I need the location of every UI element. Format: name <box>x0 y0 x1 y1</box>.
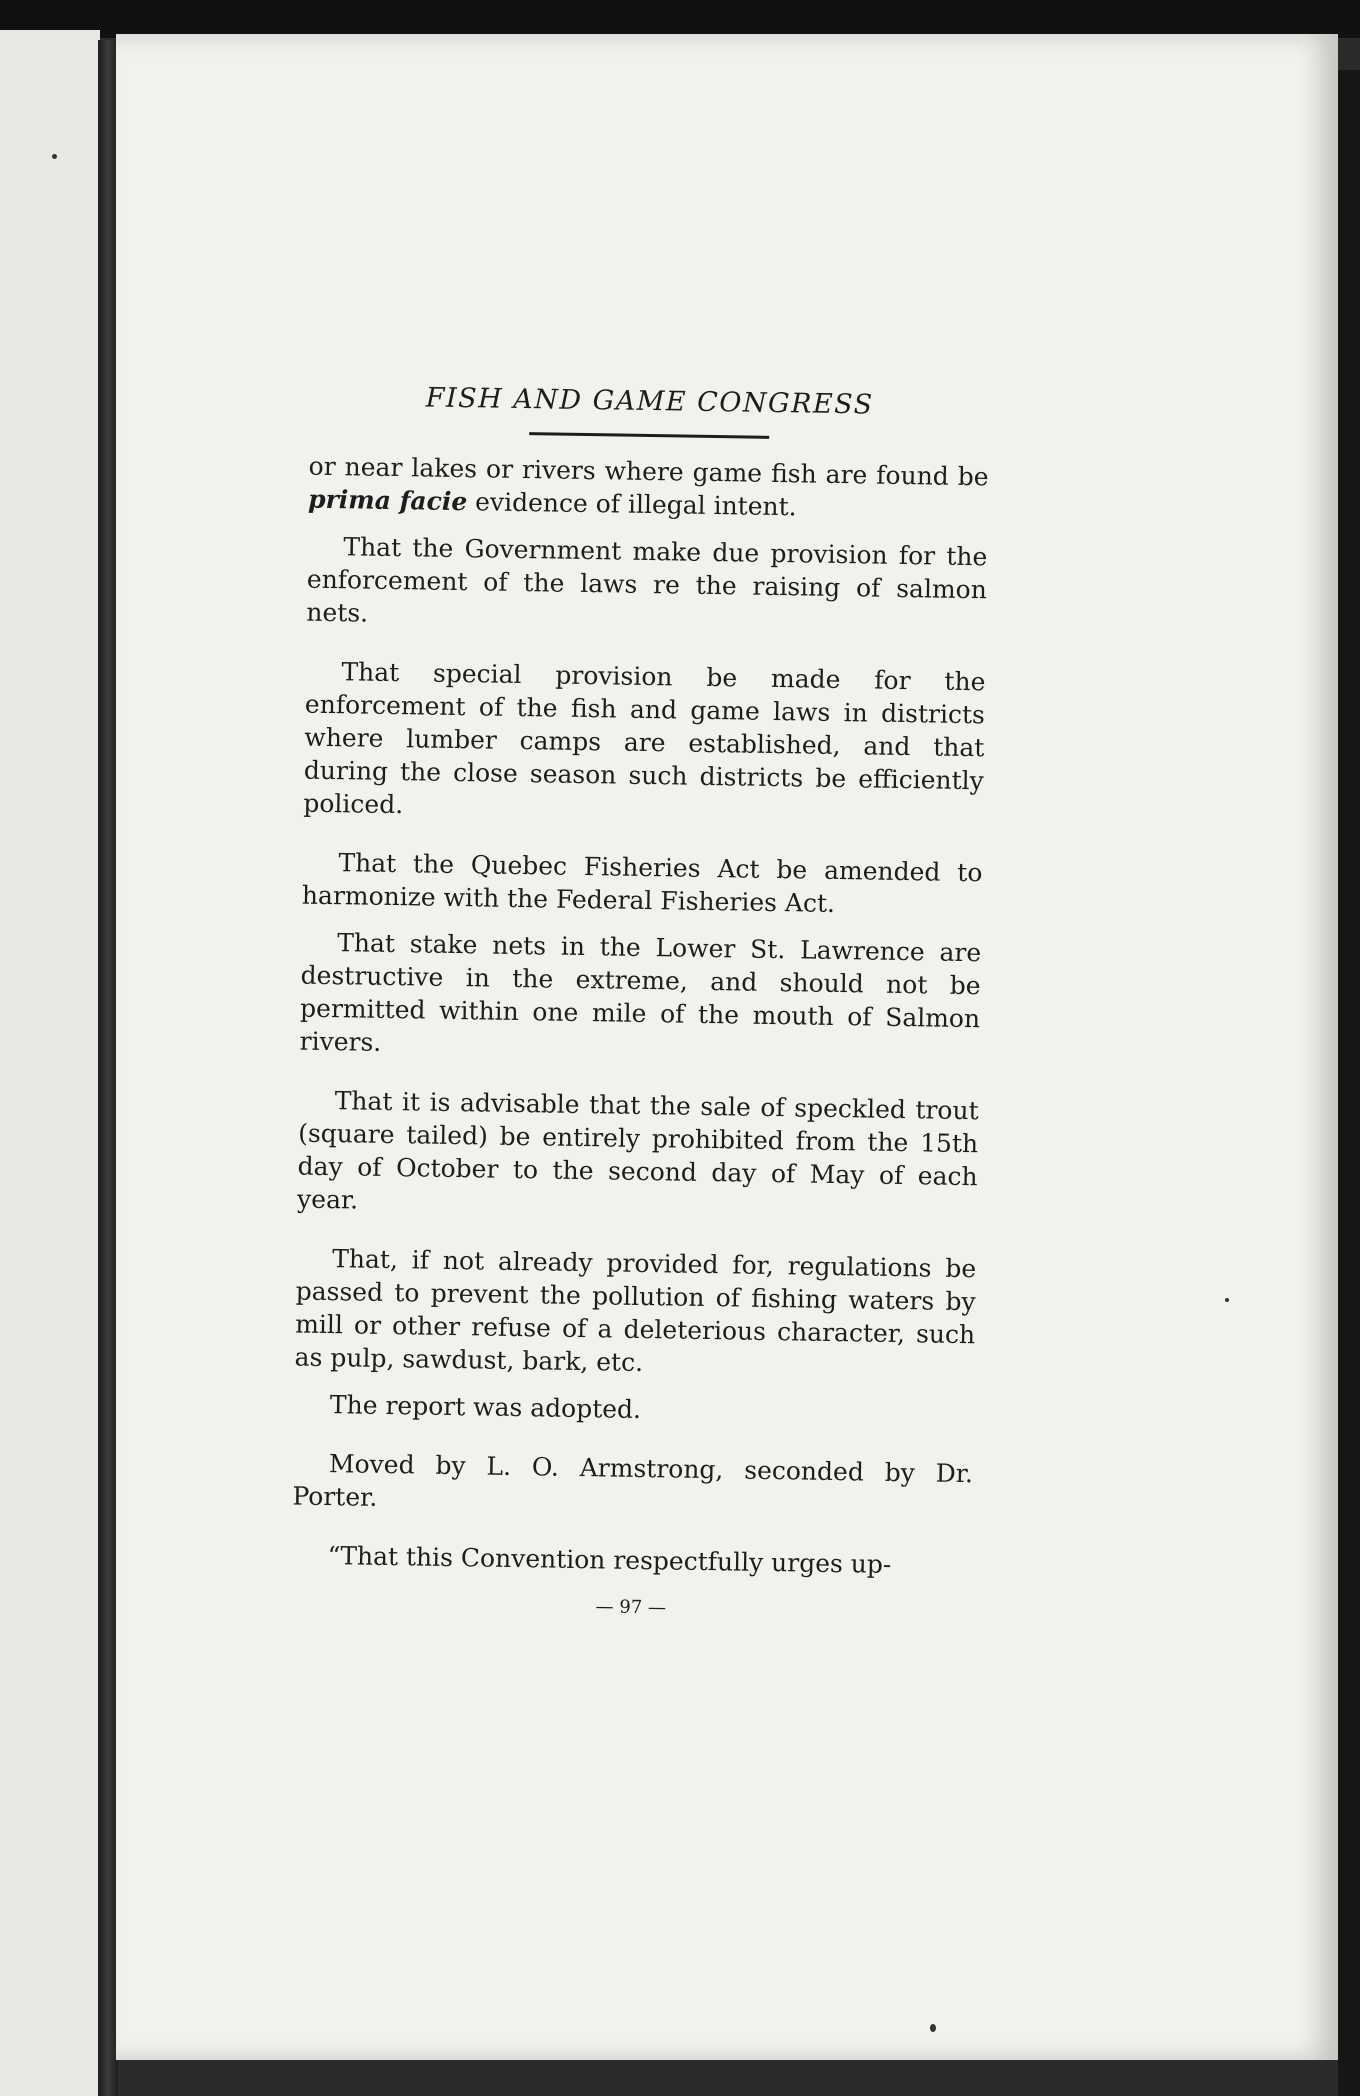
running-head-rule <box>529 432 769 439</box>
paragraph: That, if not already provided for, regulations be passed to prevent the pollution of fishing waters by mill or other refuse of a deleterious character, such as pulp, sawdust, bark, etc. <box>294 1244 977 1378</box>
book-spine <box>98 40 118 2096</box>
paragraph: That the Quebec Fisheries Act be amended to harmonize with the Federal Fisheries Act. <box>301 848 983 918</box>
paragraph-text: evidence of illegal intent. <box>467 487 797 522</box>
paragraph: That special provision be made for the enforcement of the fish and game laws in districts where lumber camps are established, and that during the close season such districts be efficiently policed. <box>303 657 986 820</box>
italic-term: prima facie <box>307 484 468 517</box>
running-head: FISH AND GAME CONGRESS <box>425 382 874 421</box>
scan-right-border <box>1338 70 1360 2096</box>
paragraph: That it is advisable that the sale of speckled trout (square tailed) be entirely prohibited from the 15th day of October to the second day of May of each year. <box>296 1086 979 1215</box>
paragraph-text: or near lakes or rivers where game fish are found be <box>308 451 989 492</box>
page-speck <box>52 154 57 159</box>
page-number: — 97 — <box>595 1596 667 1619</box>
paragraph: That stake nets in the Lower St. Lawrence are destructive in the extreme, and should not be permitted within one mile of the mouth of Salmon rivers. <box>299 928 982 1057</box>
paragraph: The report was adopted. <box>329 1390 642 1424</box>
left-page-edge <box>0 30 100 2096</box>
paragraph: That the Government make due provision for the enforcement of the laws re the raising of salmon nets. <box>306 532 988 628</box>
page-speck <box>930 2024 936 2032</box>
scan-top-border <box>0 0 1360 38</box>
page-text-block <box>291 380 990 1630</box>
paragraph: “That this Convention respectfully urges up- <box>327 1541 892 1579</box>
paragraph: Moved by L. O. Armstrong, seconded by Dr. Porter. <box>292 1449 974 1512</box>
page-speck <box>1225 1298 1229 1302</box>
paragraph-continuation <box>308 450 989 527</box>
